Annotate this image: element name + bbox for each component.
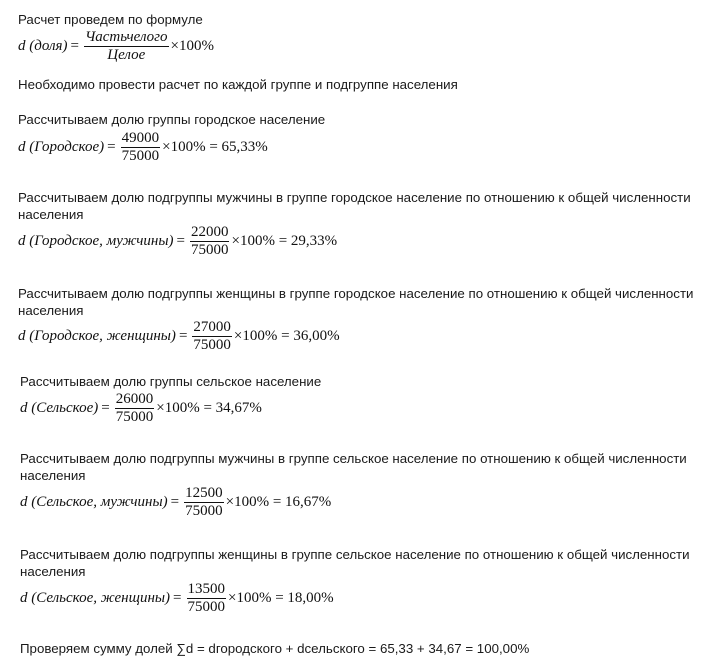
formula-lhs: d (Городское) [18,139,105,155]
formula-fraction [84,30,169,63]
formula-lhs: d (Сельское, мужчины) [20,494,168,510]
section-heading: Рассчитываем долю группы городское население [18,112,326,127]
formula-rest: ×100% [170,38,215,54]
formula-denominator: 75000 [121,148,160,164]
formula-numerator: 27000 [193,319,231,335]
formula-result: ×100% = 16,67% [225,494,332,510]
section-formula: d (Сельское, мужчины) = $\frac{12500}{75000}$ ×100% = 16,67% [20,485,332,519]
formula-denominator: 75000 [115,409,154,425]
formula-lhs: d (Сельское, женщины) [20,590,171,606]
formula-result: ×100% = 34,67% [156,400,262,416]
section-formula: d (Городское, женщины) = $\frac{27000}{75000}$ ×100% = 36,00% [18,319,340,353]
formula-result: ×100% = 36,00% [233,328,340,344]
base-formula: d (доля) = $\frac{\text{Частьчелого}}{\text{Целое}}$ ×100% [18,29,215,63]
formula-denominator: 75000 [187,599,226,615]
formula-denominator: 75000 [190,242,229,258]
formula-numerator: 26000 [115,391,154,407]
section-formula: d (Сельское, женщины) = $\frac{13500}{75000}$ ×100% = 18,00% [20,581,334,615]
section-heading: Рассчитываем долю подгруппы мужчины в группе сельское население по отношению к общей численности населения [20,451,687,483]
formula-numerator: Частьчелого [84,29,168,45]
formula-denominator: 75000 [193,337,231,353]
intro-text: Расчет проведем по формуле [18,12,203,27]
section-heading: Рассчитываем долю подгруппы женщины в группе городское население по отношению к общей численности населения [18,286,694,318]
section-formula: d (Городское, мужчины) = $\frac{22000}{75000}$ ×100% = 29,33% [18,224,338,258]
section-heading: Рассчитываем долю подгруппы мужчины в группе городское население по отношению к общей численности населения [18,190,691,222]
formula-lhs: d (Городское, женщины) [18,328,176,344]
formula-denominator: Целое [107,47,146,63]
formula-lhs: d (Сельское) [20,400,99,416]
sum-check: Проверяем сумму долей ∑d = dгородского + dсельского = 65,33 + 34,67 = 100,00% [20,641,530,656]
formula-result: ×100% = 18,00% [228,590,334,606]
section-formula: d (Городское) = $\frac{49000}{75000}$ ×100% = 65,33% [18,130,268,164]
formula-lhs: d (Городское, мужчины) [18,233,174,249]
formula-result: ×100% = 29,33% [231,233,338,249]
formula-result: ×100% = 65,33% [162,139,268,155]
formula-numerator: 22000 [190,224,229,240]
intro-note: Необходимо провести расчет по каждой группе и подгруппе населения [18,77,458,92]
formula-denominator: 75000 [185,503,223,519]
formula-numerator: 12500 [185,485,223,501]
section-heading: Рассчитываем долю подгруппы женщины в группе сельское население по отношению к общей численности населения [20,547,690,579]
formula-numerator: 49000 [121,130,160,146]
section-formula: d (Сельское) = $\frac{26000}{75000}$ ×100% = 34,67% [20,391,262,425]
formula-numerator: 13500 [187,581,226,597]
formula-lhs: d (доля) [18,38,68,54]
section-heading: Рассчитываем долю группы сельское население [20,374,322,389]
